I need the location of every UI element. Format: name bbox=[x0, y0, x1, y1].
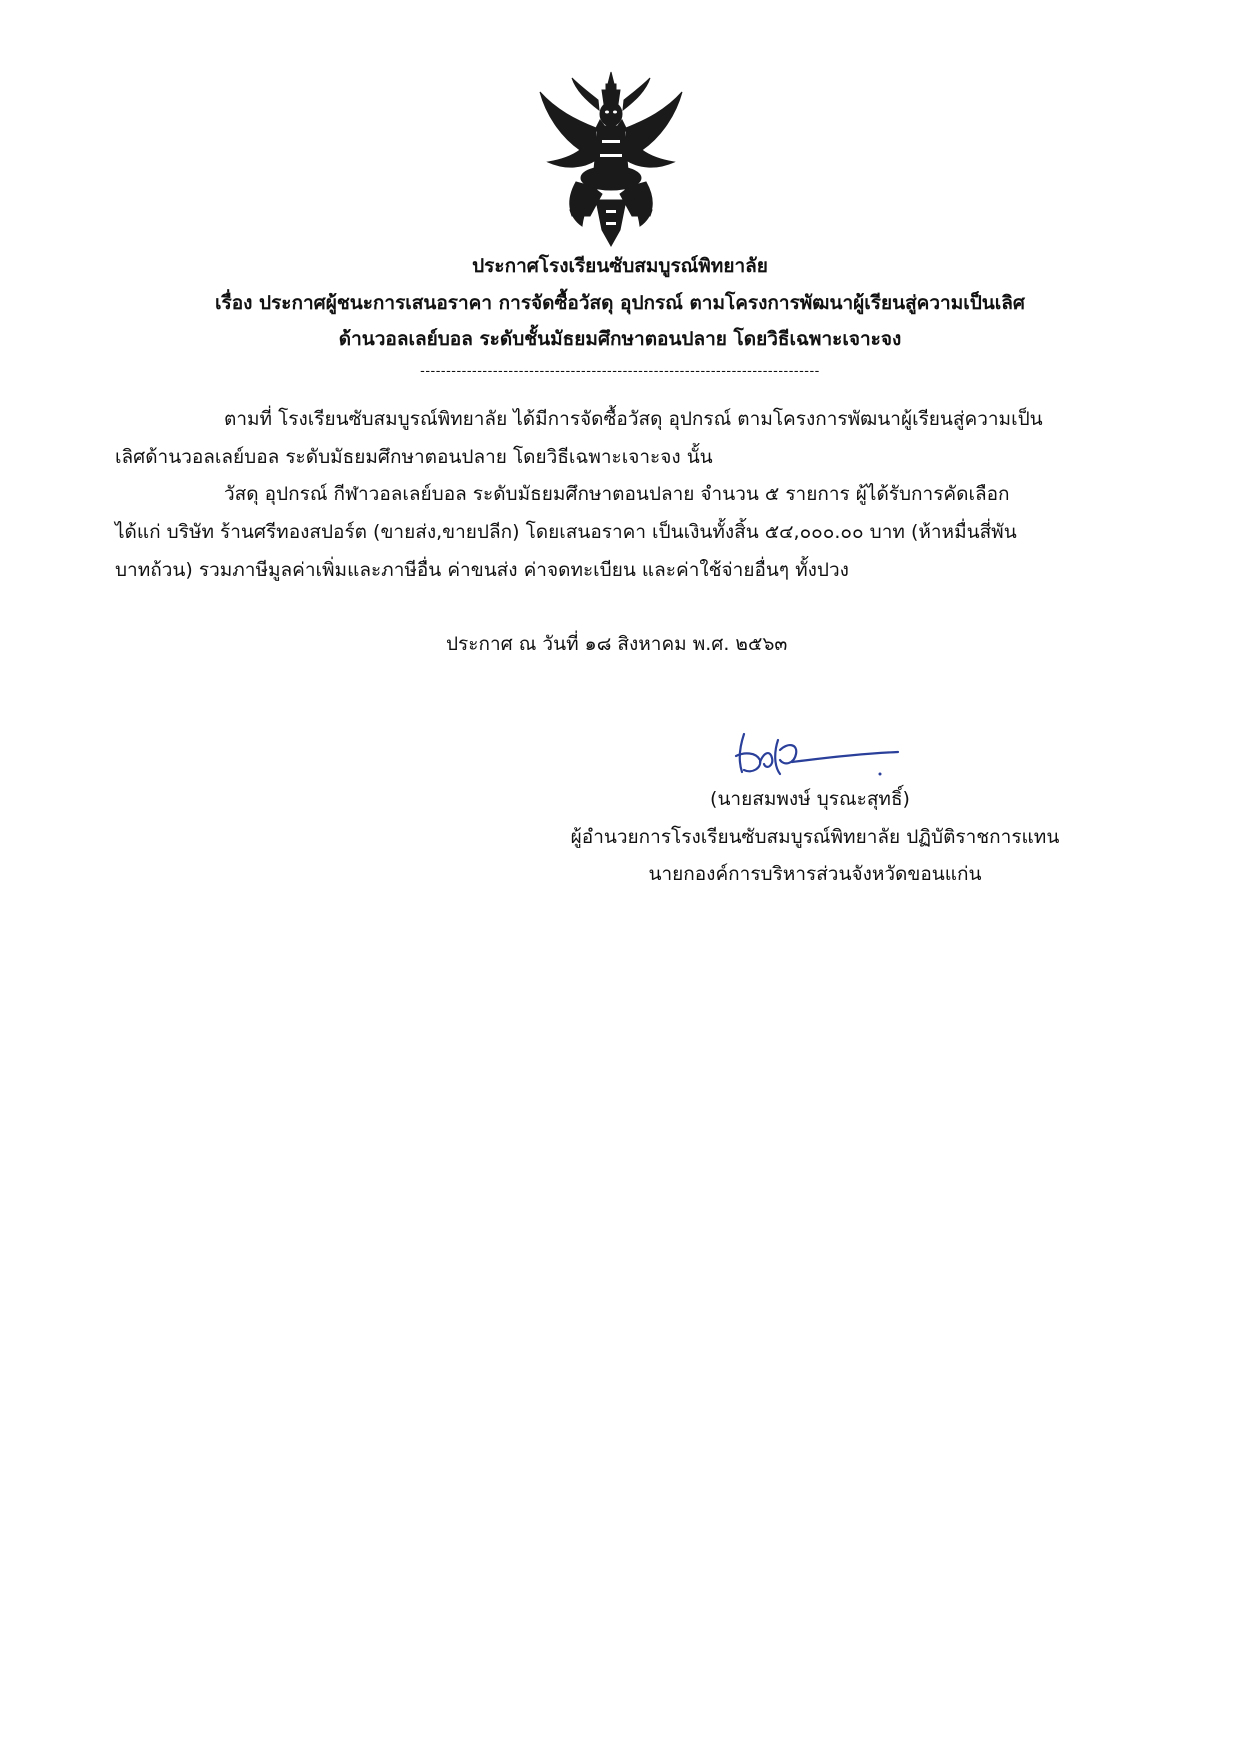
paragraph-2-line-1: วัสดุ อุปกรณ์ กีฬาวอลเลย์บอล ระดับมัธยมศึกษาตอนปลาย จำนวน ๕ รายการ ผู้ได้รับการคัดเลือก bbox=[224, 483, 1010, 505]
garuda-emblem-icon bbox=[536, 70, 686, 250]
paragraph-1-line-2: เลิศด้านวอลเลย์บอล ระดับมัธยมศึกษาตอนปลาย โดยวิธีเฉพาะเจาะจง นั้น bbox=[115, 446, 713, 468]
separator-rule: ----------------------------------------------------------------------------- bbox=[420, 365, 820, 379]
paragraph-2-line-2: ได้แก่ บริษัท ร้านศรีทองสปอร์ต (ขายส่ง,ขายปลีก) โดยเสนอราคา เป็นเงินทั้งสิ้น ๕๔,๐๐๐.๐๐ บาท (ห้าหมื่นสี่พัน bbox=[115, 521, 1017, 543]
paragraph-2-line-3: บาทถ้วน) รวมภาษีมูลค่าเพิ่มและภาษีอื่น ค่าขนส่ง ค่าจดทะเบียน และค่าใช้จ่ายอื่นๆ ทั้งปวง bbox=[115, 559, 849, 581]
signatory-position-1: ผู้อำนวยการโรงเรียนซับสมบูรณ์พิทยาลัย ปฏิบัติราชการแทน bbox=[570, 826, 1060, 848]
subject-line-1: เรื่อง ประกาศผู้ชนะการเสนอราคา การจัดซื้อวัสดุ อุปกรณ์ ตามโครงการพัฒนาผู้เรียนสู่ความเป็นเลิศ bbox=[215, 292, 1025, 314]
subject-line-2: ด้านวอลเลย์บอล ระดับชั้นมัธยมศึกษาตอนปลาย โดยวิธีเฉพาะเจาะจง bbox=[338, 328, 902, 350]
signatory-name: (นายสมพงษ์ บุรณะสุทธิ์) bbox=[710, 788, 910, 810]
paragraph-1-line-1: ตามที่ โรงเรียนซับสมบูรณ์พิทยาลัย ได้มีการจัดซื้อวัสดุ อุปกรณ์ ตามโครงการพัฒนาผู้เรียนสู่ความเป็น bbox=[224, 408, 1043, 430]
announcement-date: ประกาศ ณ วันที่ ๑๘ สิงหาคม พ.ศ. ๒๕๖๓ bbox=[446, 633, 788, 655]
document-title: ประกาศโรงเรียนซับสมบูรณ์พิทยาลัย bbox=[472, 255, 768, 277]
signatory-position-2: นายกองค์การบริหารส่วนจังหวัดขอนแก่น bbox=[648, 863, 982, 885]
handwritten-signature bbox=[730, 722, 910, 784]
